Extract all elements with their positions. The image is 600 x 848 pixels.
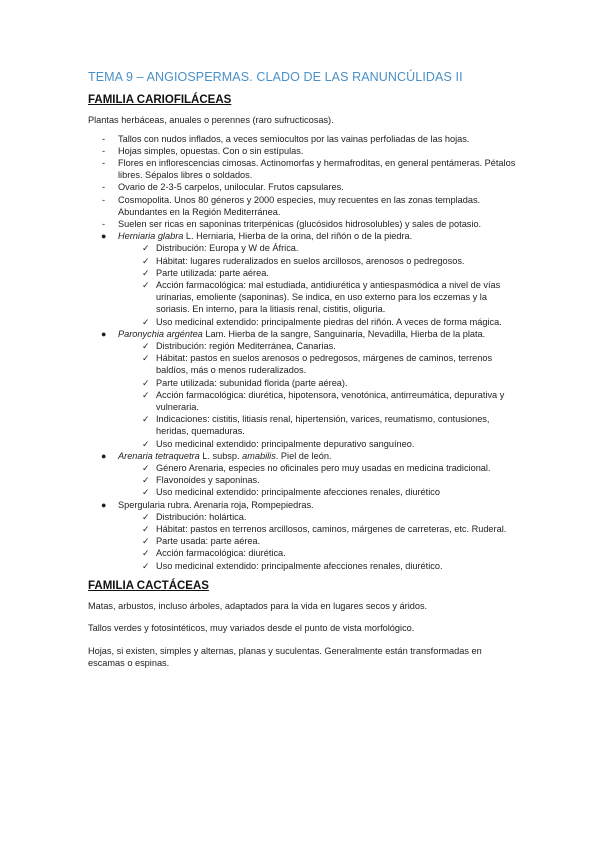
detail-item	[142, 352, 518, 376]
species-item	[88, 328, 518, 450]
detail-text: Distribución: holártica.	[156, 511, 247, 522]
species-details	[142, 242, 518, 327]
detail-text: Uso medicinal extendido: principalmente afecciones renales, diurético	[156, 487, 440, 498]
detail-text: Hábitat: lugares ruderalizados en suelos arcillosos, arenosos o pedregosos.	[156, 255, 465, 266]
bullet-icon: ●	[101, 231, 107, 242]
family-heading-cariofilaceas: FAMILIA CARIOFILÁCEAS	[88, 94, 232, 106]
species-item	[88, 499, 518, 572]
detail-item	[142, 389, 518, 413]
document-page	[88, 70, 518, 680]
checkmark-icon: ✓	[142, 487, 150, 498]
checkmark-icon: ✓	[142, 279, 150, 290]
detail-item	[142, 377, 518, 389]
detail-item	[142, 242, 518, 254]
detail-item	[142, 560, 518, 572]
detail-text: Parte usada: parte aérea.	[156, 536, 261, 547]
checkmark-icon: ✓	[142, 243, 150, 254]
species-details	[142, 340, 518, 450]
species-common-names: L. Herniaria, Hierba de la orina, del riñón o de la piedra.	[183, 231, 413, 242]
paragraph: Tallos verdes y fotosintéticos, muy variados desde el punto de vista morfológico.	[88, 623, 415, 634]
detail-item	[142, 462, 518, 474]
checkmark-icon: ✓	[142, 462, 150, 473]
detail-item	[142, 511, 518, 523]
species-list	[88, 230, 518, 572]
species-details	[142, 511, 518, 572]
species-name: Paronychia argéntea	[118, 328, 203, 339]
checkmark-icon: ✓	[142, 353, 150, 364]
checkmark-icon: ✓	[142, 414, 150, 425]
bullet-icon: ●	[101, 328, 107, 339]
species-common-names: Lam. Hierba de la sangre, Sanguinaria, Nevadilla, Hierba de la plata.	[202, 328, 486, 339]
detail-text: Acción farmacológica: diurética.	[156, 548, 286, 559]
checkmark-icon: ✓	[142, 475, 150, 486]
species-name: Arenaria tetraquetra	[118, 450, 200, 461]
detail-text: Acción farmacológica: diurética, hipotensora, venotónica, antirreumática, depurativa y vulneraria.	[156, 389, 505, 412]
list-item: - Suelen ser ricas en saponinas triterpénicas (glucósidos hidrosolubles) y sales de potasio.	[88, 218, 518, 230]
detail-item	[142, 340, 518, 352]
checkmark-icon: ✓	[142, 524, 150, 534]
detail-item	[142, 279, 518, 316]
species-name: Herniaria glabra	[118, 231, 184, 242]
species-common-names: . Piel de león.	[275, 450, 332, 461]
detail-item	[142, 535, 518, 547]
detail-text: Género Arenaria, especies no oficinales pero muy usadas en medicina tradicional.	[156, 462, 491, 473]
detail-text: Flavonoides y saponinas.	[156, 475, 260, 486]
species-authority: L. subsp.	[199, 450, 243, 461]
detail-text: Distribución: región Mediterránea, Canarias.	[156, 340, 336, 351]
subspecies-name: amabilis	[242, 450, 276, 461]
checkmark-icon: ✓	[142, 536, 150, 547]
list-item: - Tallos con nudos inflados, a veces semiocultos por las vainas perfoliadas de las hojas.	[88, 133, 518, 145]
characteristics-list	[88, 133, 518, 231]
list-item: - Flores en inflorescencias cimosas. Actinomorfas y hermafroditas, en general pentámeras. Pétalos libres. Sépalos libres o soldados.	[88, 157, 518, 181]
checkmark-icon: ✓	[142, 316, 150, 327]
checkmark-icon: ✓	[142, 389, 150, 400]
species-item	[88, 230, 518, 328]
checkmark-icon: ✓	[142, 377, 150, 388]
detail-item	[142, 267, 518, 279]
detail-item	[142, 547, 518, 559]
checkmark-icon: ✓	[142, 255, 150, 266]
species-item	[88, 450, 518, 499]
checkmark-icon: ✓	[142, 511, 150, 522]
detail-item	[142, 486, 518, 498]
checkmark-icon: ✓	[142, 560, 150, 571]
detail-text: Acción farmacológica: mal estudiada, antidiurética y antiespasmódica a nivel de vías urinarias, emoliente (saponinas). Se indica, en uso externo para los eczemas y la soriasis. En interno, para la litiasis renal, cistitis, oliguria.	[156, 279, 501, 315]
detail-item	[142, 316, 518, 328]
detail-text: Uso medicinal extendido: principalmente afecciones renales, diurético.	[156, 560, 443, 571]
checkmark-icon: ✓	[142, 548, 150, 559]
detail-text: Uso medicinal extendido: principalmente depurativo sanguíneo.	[156, 438, 415, 449]
species-details	[142, 462, 518, 499]
document-title: TEMA 9 – ANGIOSPERMAS. CLADO DE LAS RANUNCÚLIDAS II	[88, 70, 463, 84]
paragraph: Matas, arbustos, incluso árboles, adaptados para la vida en lugares secos y áridos.	[88, 600, 428, 611]
detail-text: Uso medicinal extendido: principalmente piedras del riñón. A veces de forma mágica.	[156, 316, 502, 327]
detail-text: Distribución: Europa y W de África.	[156, 243, 299, 254]
detail-item	[142, 255, 518, 267]
list-item: - Hojas simples, opuestas. Con o sin estípulas.	[88, 145, 518, 157]
detail-item	[142, 438, 518, 450]
detail-text: Parte utilizada: subunidad florida (parte aérea).	[156, 377, 348, 388]
detail-text: Parte utilizada: parte aérea.	[156, 267, 269, 278]
family-intro: Plantas herbáceas, anuales o perennes (raro sufructicosas).	[88, 115, 334, 125]
paragraph: Hojas, si existen, simples y alternas, planas y suculentas. Generalmente están transformadas en escamas o espinas.	[88, 645, 482, 669]
family-heading-cactaceas: FAMILIA CACTÁCEAS	[88, 579, 209, 592]
checkmark-icon: ✓	[142, 438, 150, 449]
species-common-names: Spergularia rubra. Arenaria roja, Rompepiedras.	[118, 499, 314, 510]
detail-text: Hábitat: pastos en terrenos arcillosos, caminos, márgenes de carreteras, etc. Ruderal.	[156, 524, 507, 534]
detail-item	[142, 413, 518, 437]
list-item: - Cosmopolita. Unos 80 géneros y 2000 especies, muy recuentes en las zonas templadas. Abundantes en la Región Mediterránea.	[88, 194, 518, 218]
detail-item	[142, 474, 518, 486]
detail-text: Hábitat: pastos en suelos arenosos o pedregosos, márgenes de caminos, terrenos baldíos, más o menos ruderalizados.	[156, 353, 493, 376]
bullet-icon: ●	[101, 450, 107, 461]
checkmark-icon: ✓	[142, 340, 150, 351]
bullet-icon: ●	[101, 499, 107, 510]
detail-text: Indicaciones: cistitis, litiasis renal, hipertensión, varices, reumatismo, contusiones, heridas, quemaduras.	[156, 414, 490, 437]
list-item: - Ovario de 2-3-5 carpelos, unilocular. Frutos capsulares.	[88, 181, 518, 193]
detail-item	[142, 523, 518, 535]
checkmark-icon: ✓	[142, 267, 150, 278]
section-cactaceas	[88, 580, 518, 670]
